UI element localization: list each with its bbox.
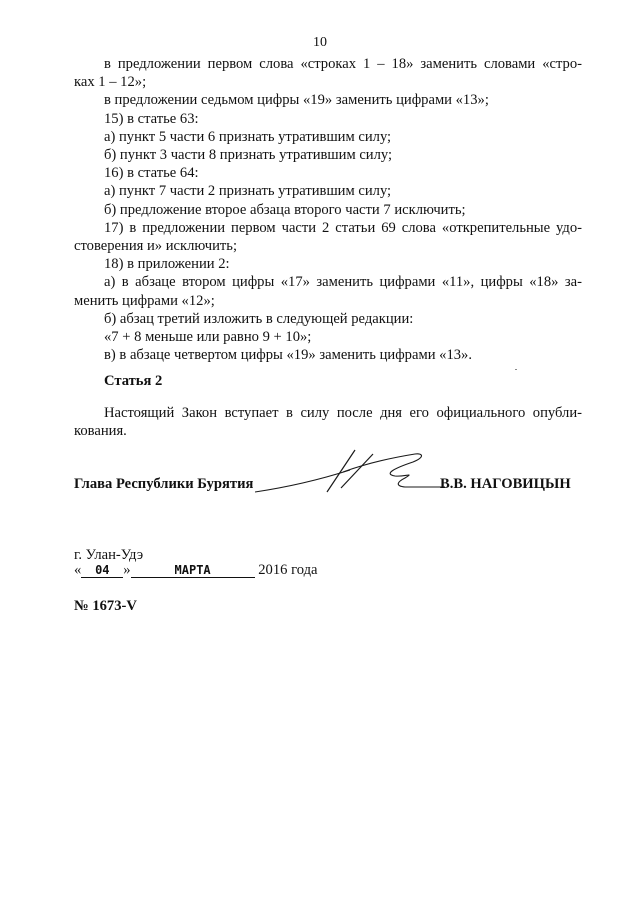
city: г. Улан-Удэ: [74, 547, 144, 563]
text-line: Настоящий Закон вступает в силу после дня его официального опубли-: [104, 405, 582, 421]
text-line: 16) в статье 64:: [104, 165, 199, 182]
text-line: б) пункт 3 части 8 признать утратившим силу;: [104, 147, 393, 164]
scan-speck: [515, 369, 517, 370]
text-line: менить цифрами «12»;: [74, 292, 215, 309]
text-line: 15) в статье 63:: [104, 110, 199, 127]
text-line: а) пункт 5 части 6 признать утратившим силу;: [104, 128, 392, 145]
text-line: стоверения и» исключить;: [74, 238, 237, 255]
amendments-text: [74, 55, 582, 364]
date-open-quote: «: [74, 562, 82, 578]
text-line: б) абзац третий изложить в следующей редакции:: [104, 310, 414, 327]
text-line: кования.: [74, 423, 127, 440]
text-line: а) в абзаце втором цифры «17» заменить цифрами «11», цифры «18» за-: [104, 274, 582, 291]
effective-clause: [74, 404, 582, 440]
date-day: 04: [81, 563, 123, 578]
signatory-title: Глава Республики Бурятия: [74, 476, 254, 492]
text-line: 17) в предложении первом части 2 статьи 69 слова «открепительные удо-: [104, 219, 582, 236]
date-close-quote: »: [123, 562, 131, 578]
text-line: в предложении первом слова «строках 1 – 18» заменить словами «стро-: [104, 56, 582, 72]
text-line: в предложении седьмом цифры «19» заменить цифрами «13»;: [104, 92, 489, 109]
text-line: в) в абзаце четвертом цифры «19» заменить цифрами «13».: [104, 347, 472, 364]
page-number: 10: [313, 35, 327, 50]
text-line: б) предложение второе абзаца второго части 7 исключить;: [104, 201, 466, 218]
text-line: «7 + 8 меньше или равно 9 + 10»;: [104, 329, 312, 346]
handwritten-signature: [255, 448, 445, 498]
date-year: 2016 года: [258, 562, 318, 578]
text-line: 18) в приложении 2:: [104, 256, 230, 273]
signing-date: [74, 562, 318, 579]
law-number: № 1673-V: [74, 598, 137, 614]
article-heading: Статья 2: [104, 373, 163, 389]
text-line: а) пункт 7 части 2 признать утратившим силу;: [104, 183, 392, 200]
date-month: МАРТА: [131, 563, 255, 578]
signatory-name: В.В. НАГОВИЦЫН: [440, 476, 571, 492]
text-line: ках 1 – 12»;: [74, 74, 147, 91]
